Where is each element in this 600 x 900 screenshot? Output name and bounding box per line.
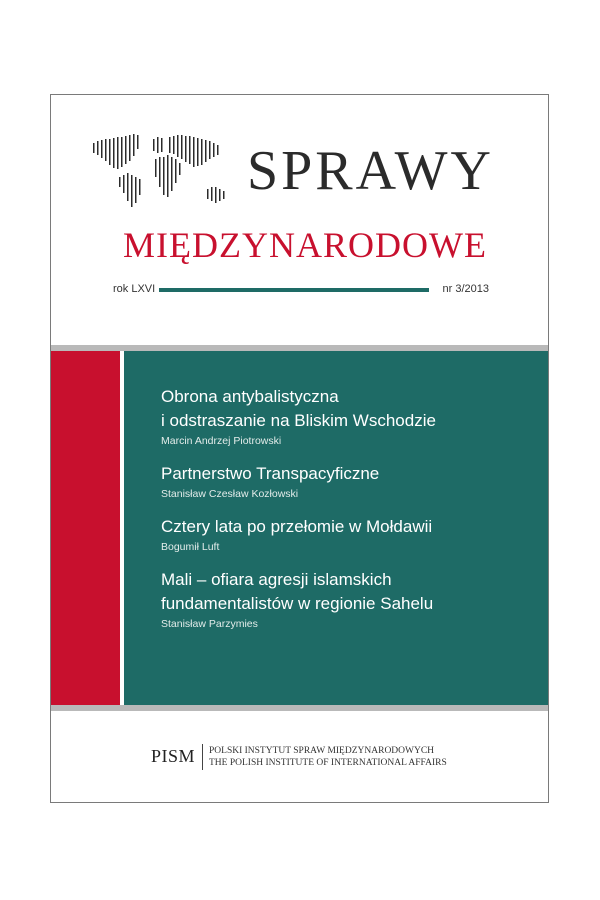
publisher-name-en: THE POLISH INSTITUTE OF INTERNATIONAL AFFAIRS xyxy=(209,758,447,768)
publisher-logo: PISM xyxy=(151,746,196,766)
world-map-icon xyxy=(89,133,249,223)
article-author: Stanisław Parzymies xyxy=(161,618,258,630)
issue-line xyxy=(113,283,489,297)
publisher-name-pl: POLSKI INSTYTUT SPRAW MIĘDZYNARODOWYCH xyxy=(209,746,435,756)
article-entry[interactable] xyxy=(161,385,541,449)
article-title: Obrona antybalistyczna i odstraszanie na Bliskim Wschodzie xyxy=(161,387,436,430)
red-stripe xyxy=(51,351,120,705)
article-title: Cztery lata po przełomie w Mołdawii xyxy=(161,517,433,536)
article-entry[interactable] xyxy=(161,568,541,632)
article-title: Mali – ofiara agresji islamskich fundamentalistów w regionie Sahelu xyxy=(161,570,434,613)
magazine-title: SPRAWY xyxy=(247,140,494,202)
volume-label: rok LXVI xyxy=(113,283,156,295)
article-author: Marcin Andrzej Piotrowski xyxy=(161,435,282,447)
band-divider-bottom xyxy=(51,705,548,711)
article-author: Stanisław Czesław Kozłowski xyxy=(161,488,299,500)
publisher-names xyxy=(209,745,509,769)
article-author: Bogumił Luft xyxy=(161,541,220,553)
issue-number: nr 3/2013 xyxy=(442,283,489,295)
article-entry[interactable] xyxy=(161,515,541,555)
table-of-contents xyxy=(161,385,541,645)
publisher-divider xyxy=(202,744,203,770)
article-title: Partnerstwo Transpacyficzne xyxy=(161,464,380,483)
article-entry[interactable] xyxy=(161,462,541,502)
issue-rule xyxy=(159,288,429,292)
magazine-subtitle: MIĘDZYNARODOWE xyxy=(123,225,487,265)
magazine-cover xyxy=(50,94,549,803)
